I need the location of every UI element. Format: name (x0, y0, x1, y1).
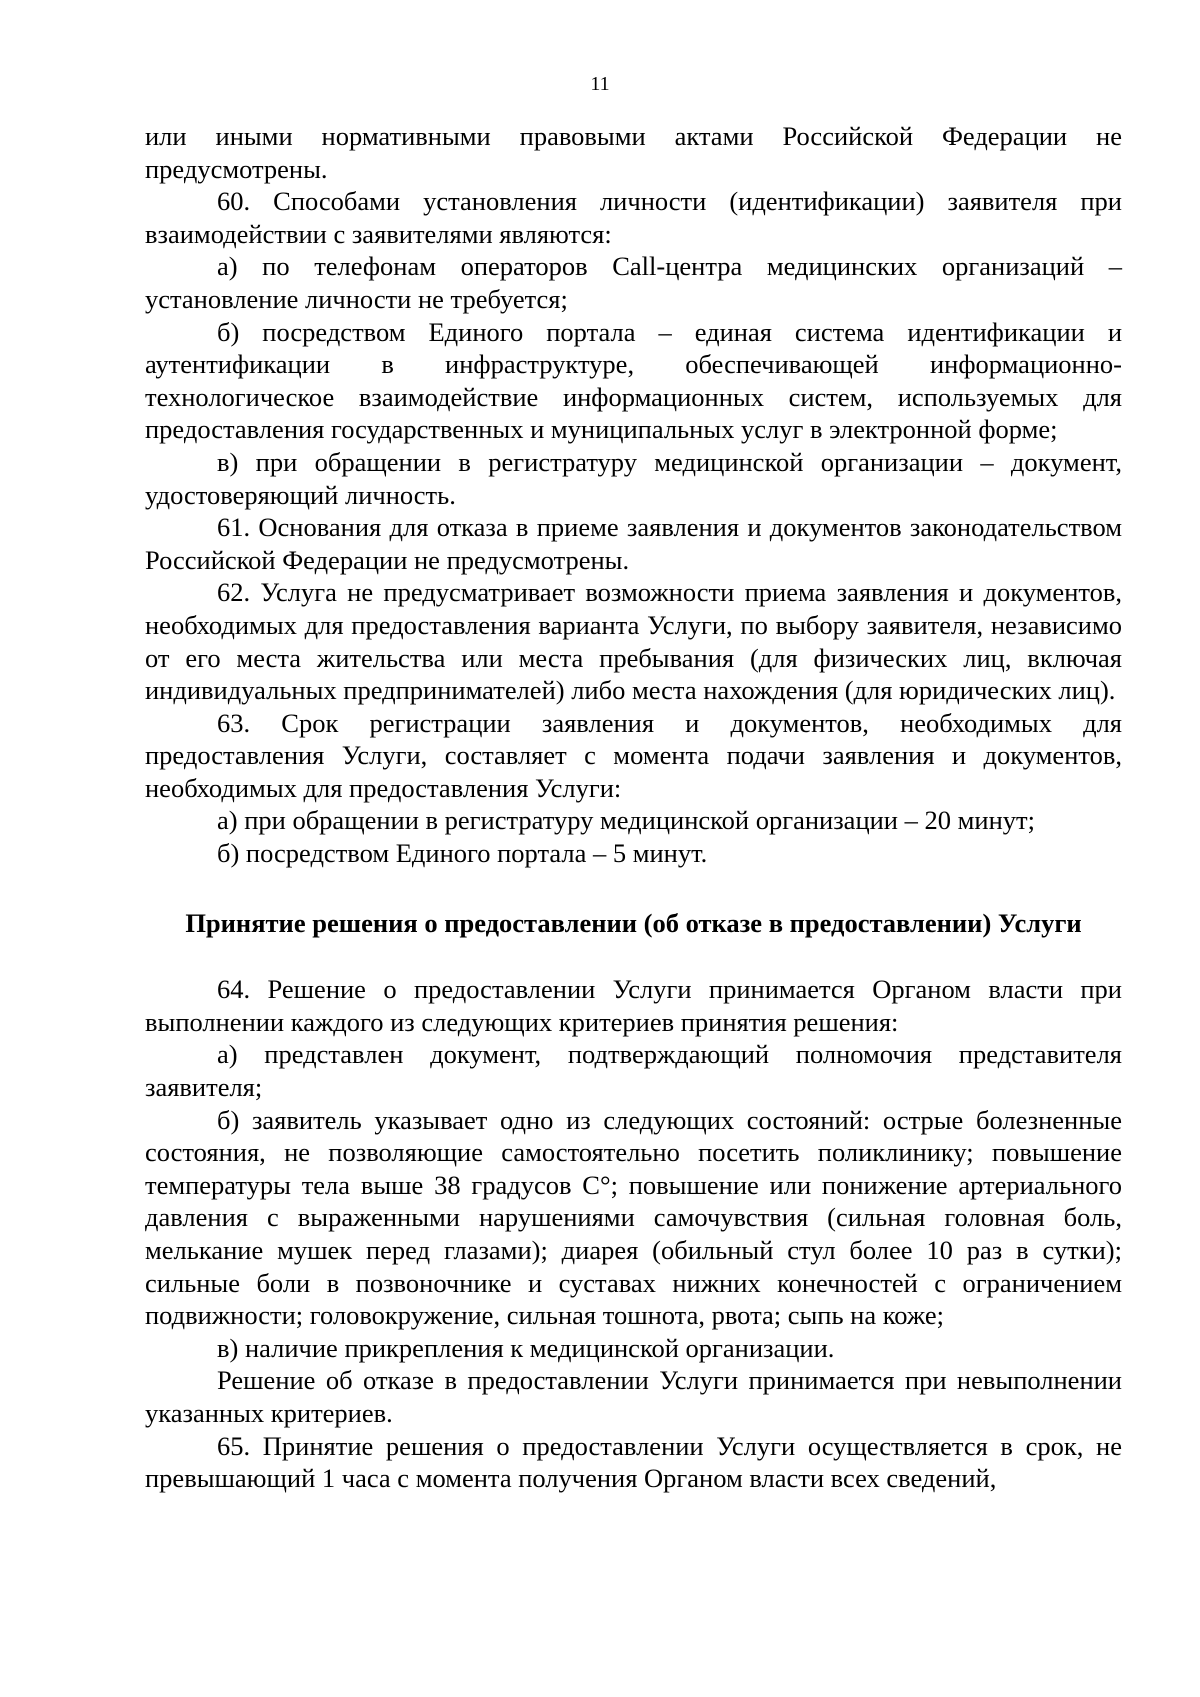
document-body (145, 120, 1122, 1495)
page-number: 11 (590, 73, 610, 95)
paragraph-64a: а) представлен документ, подтверждающий полномочия представителя заявителя; (145, 1039, 1122, 1103)
paragraph-60a: а) по телефонам операторов Call-центра медицинских организаций – установление личности не требуется; (145, 251, 1122, 314)
paragraph-64b: б) заявитель указывает одно из следующих состояний: острые болезненные состояния, не позволяющие самостоятельно посетить поликлинику; повышение температуры тела выше 38 градусов С°; повышение или понижение артериального давления с выраженными нарушениями самочувствия (сильная головная боль, мелькание мушек перед глазами); диарея (обильный стул более 10 раз в сутки); сильные боли в позвоночнике и суставах нижних конечностей с ограничением подвижности; головокружение, сильная тошнота, рвота; сыпь на коже; (145, 1104, 1122, 1331)
paragraph: или иными нормативными правовыми актами Российской Федерации не предусмотрены. (145, 121, 1122, 184)
paragraph-63: 63. Срок регистрации заявления и документов, необходимых для предоставления Услуги, составляет с момента подачи заявления и документов, необходимых для предоставления Услуги: (145, 707, 1122, 803)
paragraph-64v: в) наличие прикрепления к медицинской организации. (217, 1332, 835, 1363)
paragraph-63b: б) посредством Единого портала – 5 минут. (217, 838, 708, 869)
paragraph-63a: а) при обращении в регистратуру медицинской организации – 20 минут; (217, 805, 1035, 836)
paragraph-refusal: Решение об отказе в предоставлении Услуги принимается при невыполнении указанных критериев. (145, 1365, 1122, 1428)
paragraph-64: 64. Решение о предоставлении Услуги принимается Органом власти при выполнении каждого из следующих критериев принятия решения: (145, 974, 1122, 1037)
paragraph-60b: б) посредством Единого портала – единая система идентификации и аутентификации в инфраструктуре, обеспечивающей информационно-технологическое взаимодействие информационных систем, используемых для предоставления государственных и муниципальных услуг в электронной форме; (145, 316, 1122, 445)
paragraph-60: 60. Способами установления личности (идентификации) заявителя при взаимодействии с заявителями являются: (145, 186, 1122, 249)
paragraph-65: 65. Принятие решения о предоставлении Услуги осуществляется в срок, не превышающий 1 часа с момента получения Органом власти всех сведений, (145, 1430, 1122, 1494)
paragraph-60v: в) при обращении в регистратуру медицинской организации – документ, удостоверяющий личность. (145, 446, 1122, 510)
paragraphs-top (145, 120, 1122, 870)
section-heading: Принятие решения о предоставлении (об отказе в предоставлении) Услуги (185, 907, 1082, 938)
paragraph-61: 61. Основания для отказа в приеме заявления и документов законодательством Российской Федерации не предусмотрены. (145, 512, 1122, 575)
paragraph-62: 62. Услуга не предусматривает возможности приема заявления и документов, необходимых для предоставления варианта Услуги, по выбору заявителя, независимо от его места жительства или места пребывания (для физических лиц, включая индивидуальных предпринимателей) либо места нахождения (для юридических лиц). (145, 577, 1122, 706)
paragraphs-bottom (145, 973, 1122, 1495)
